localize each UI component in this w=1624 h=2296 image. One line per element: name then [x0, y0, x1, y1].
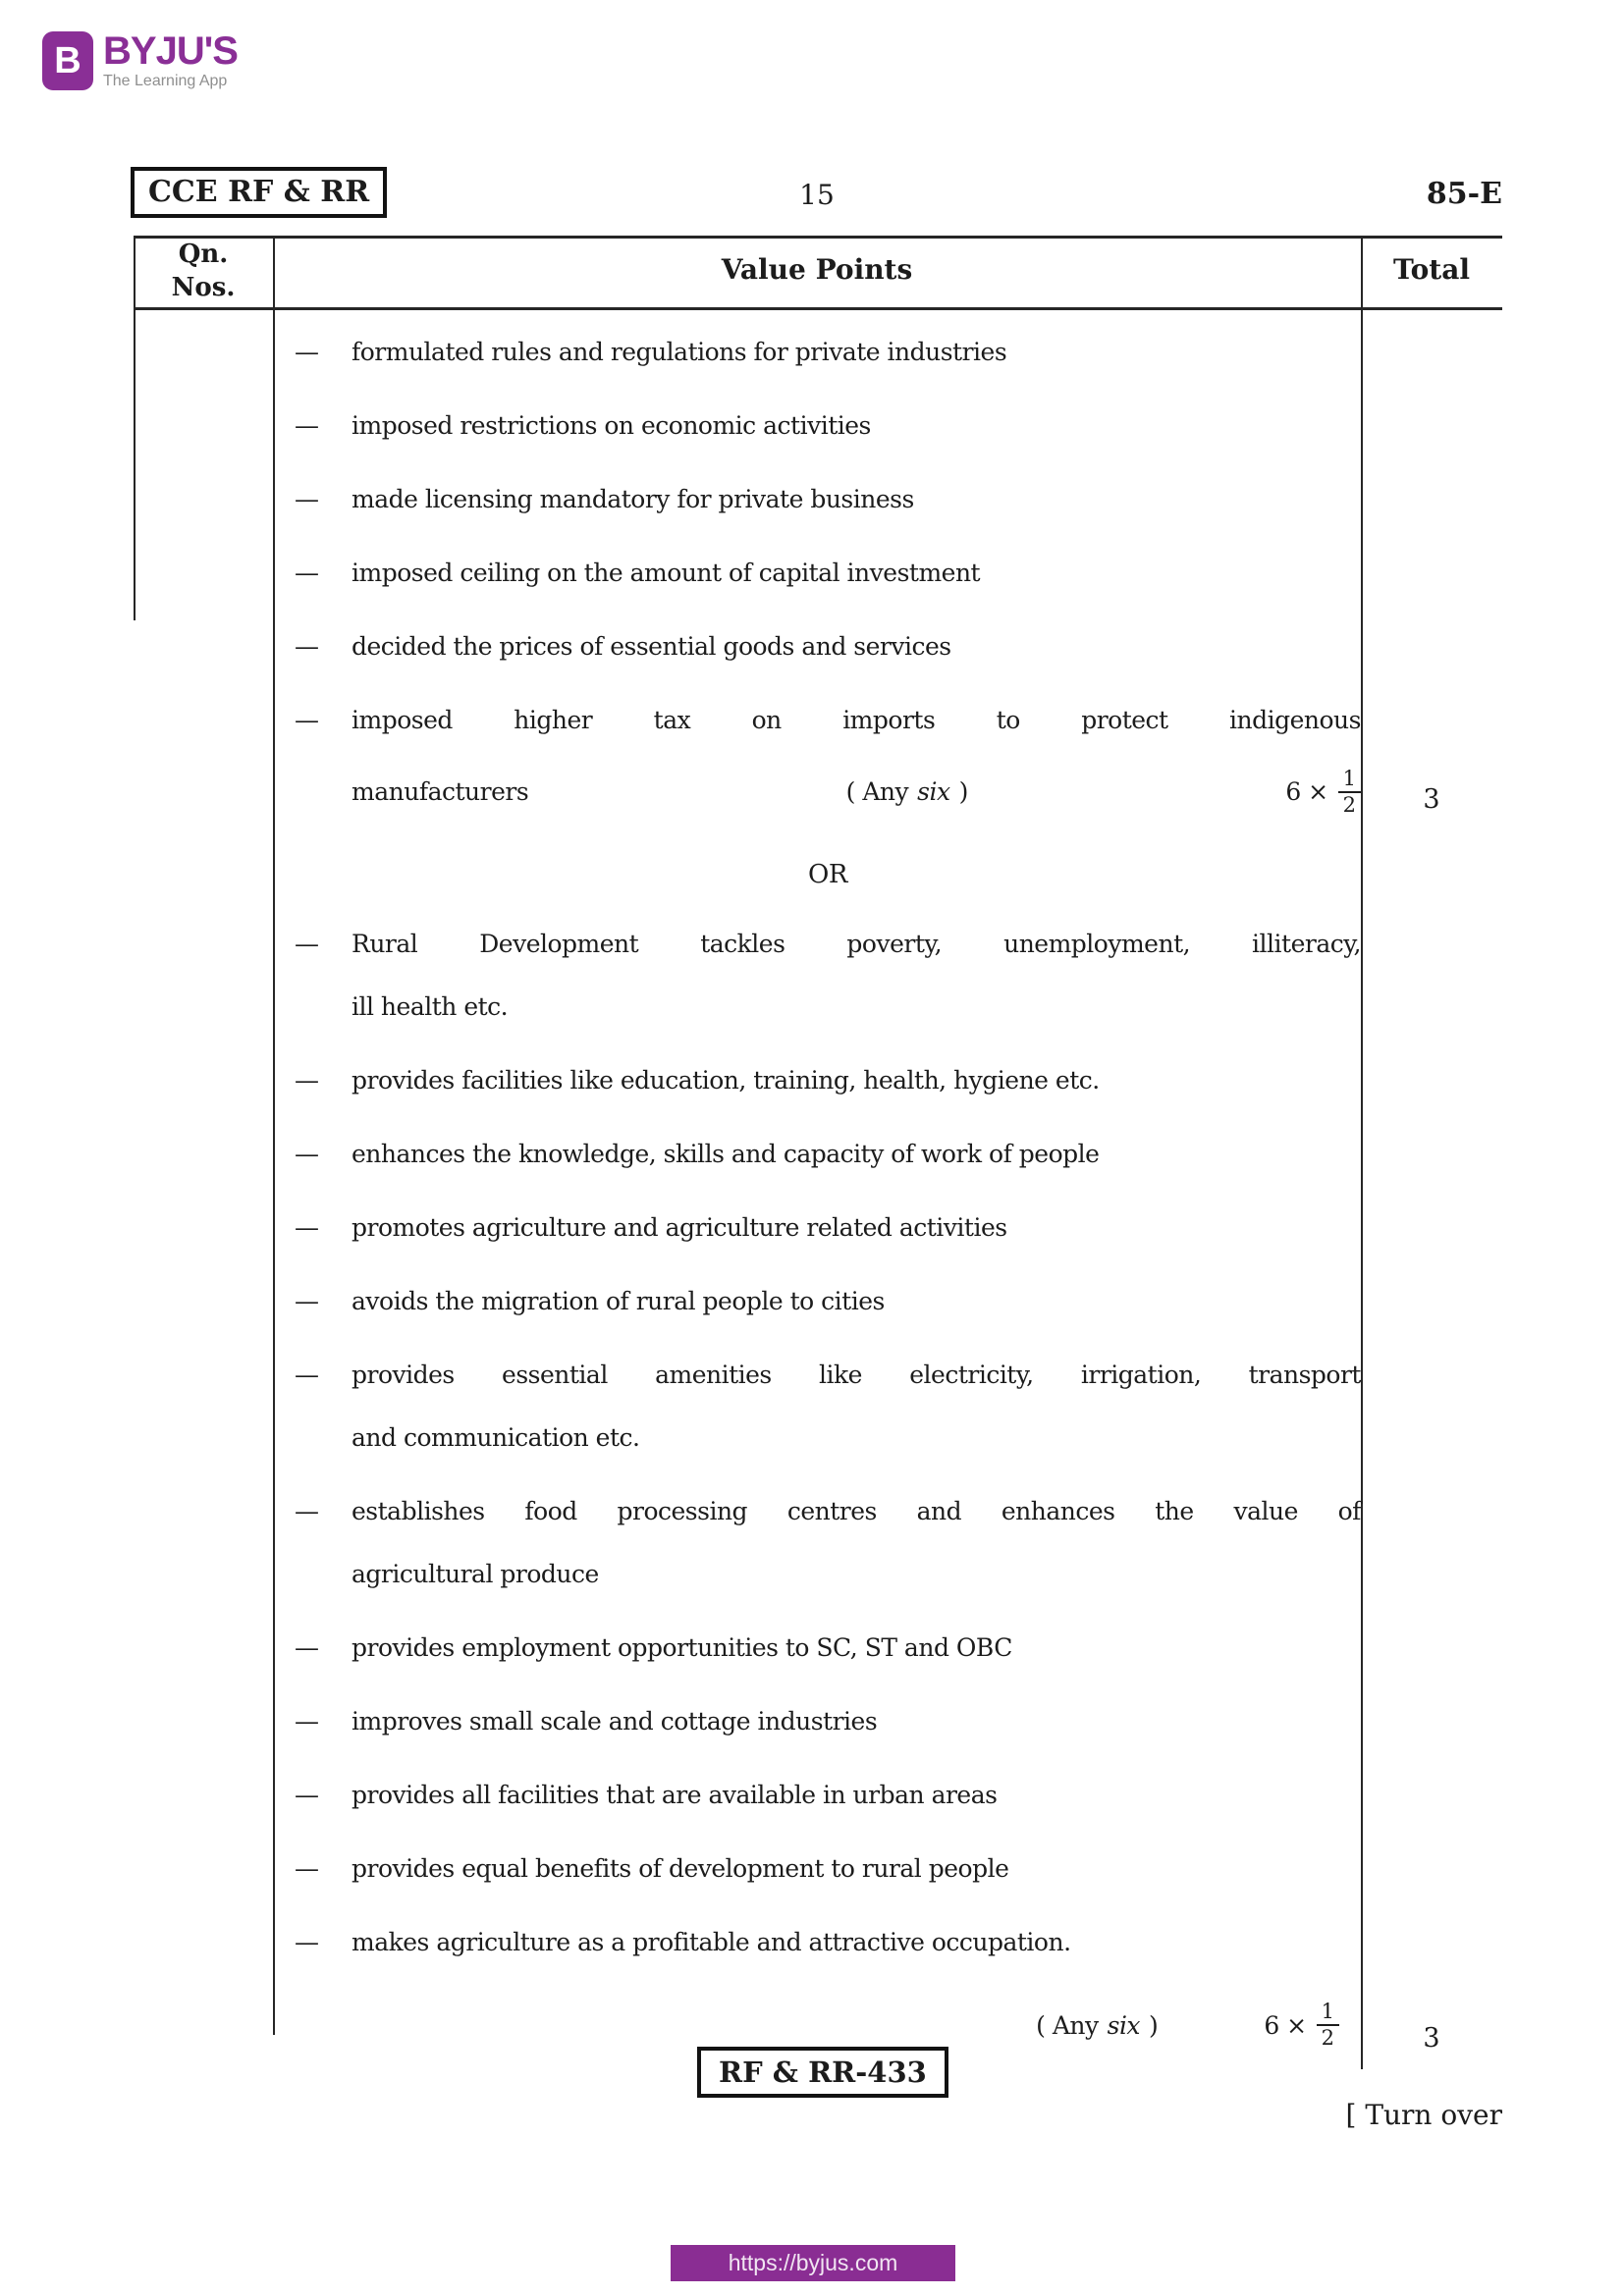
value-point: [295, 557, 1361, 590]
bullet-dash: —: [295, 1287, 319, 1315]
marks-expression: 6 × $\frac{1}{2}$: [1285, 767, 1361, 818]
value-point-text-continued: and communication etc.: [352, 1423, 640, 1452]
bullet-dash: —: [295, 1361, 319, 1389]
value-point: [295, 1926, 1361, 1959]
value-point: [295, 1359, 1361, 1455]
value-point-text: imposed restrictions on economic activities: [352, 411, 871, 440]
value-point: [295, 1779, 1361, 1812]
value-point-text: establishes food processing centres and enhances the value of: [352, 1497, 1361, 1525]
value-point-text: promotes agriculture and agriculture related activities: [352, 1213, 1007, 1242]
any-six-note: ( Any six ): [845, 777, 968, 806]
bullet-dash: —: [295, 1213, 319, 1242]
fraction-half: $\frac{1}{2}$: [1317, 2000, 1339, 2051]
value-points-header: Value Points: [721, 253, 913, 286]
value-point-text: improves small scale and cottage industries: [352, 1707, 878, 1735]
bullet-dash: —: [295, 1066, 319, 1095]
bullet-dash: —: [295, 559, 319, 587]
value-point: [295, 928, 1361, 1024]
logo-tagline: The Learning App: [103, 73, 228, 89]
qn-nos-header: [134, 238, 273, 304]
bullet-dash: —: [295, 632, 319, 661]
bullet-dash: —: [295, 930, 319, 958]
bullet-dash: —: [295, 1707, 319, 1735]
value-point-text: imposed ceiling on the amount of capital investment: [352, 559, 981, 587]
bullet-dash: —: [295, 338, 319, 366]
value-point-text: provides employment opportunities to SC, ST and OBC: [352, 1633, 1012, 1662]
qn-header-line2: Nos.: [171, 273, 236, 302]
value-point-text: decided the prices of essential goods and services: [352, 632, 951, 661]
value-point: [295, 1138, 1361, 1171]
value-point-text-continued: agricultural produce: [352, 1560, 599, 1588]
award-line: [295, 2000, 1361, 2051]
or-divider: OR: [808, 860, 847, 889]
byjus-logo: [42, 31, 238, 90]
marks-expression: 6 × $\frac{1}{2}$: [1264, 2000, 1339, 2051]
logo-text-block: [103, 31, 238, 90]
logo-b-glyph: B: [54, 39, 81, 81]
logo-wordmark: BYJU'S: [103, 29, 238, 73]
value-point-text: made licensing mandatory for private business: [352, 485, 914, 513]
bullet-dash: —: [295, 1633, 319, 1662]
bullet-dash: —: [295, 1928, 319, 1956]
value-point: [295, 1631, 1361, 1665]
value-point-text: provides equal benefits of development to rural people: [352, 1854, 1009, 1883]
page-number: 15: [799, 179, 835, 211]
value-point-text: imposed higher tax on imports to protect indigenous: [352, 706, 1361, 734]
bullet-dash: —: [295, 706, 319, 734]
total-header: Total: [1392, 253, 1470, 286]
value-point: [295, 1211, 1361, 1245]
value-point: [295, 1495, 1361, 1591]
value-point-text: provides all facilities that are available in urban areas: [352, 1781, 998, 1809]
bullet-dash: —: [295, 485, 319, 513]
value-point: [295, 1705, 1361, 1738]
bullet-dash: —: [295, 1854, 319, 1883]
total-marks-1: 3: [1423, 784, 1440, 815]
table-header-rule: [134, 307, 1502, 310]
value-point-text: enhances the knowledge, skills and capacity of work of people: [352, 1140, 1100, 1168]
value-point-text: makes agriculture as a profitable and attractive occupation.: [352, 1928, 1071, 1956]
award-line: [352, 767, 1361, 818]
bullet-dash: —: [295, 1781, 319, 1809]
any-six-note: ( Any six ): [1036, 2010, 1159, 2040]
value-point: [295, 336, 1361, 369]
value-point: [295, 1064, 1361, 1097]
bullet-dash: —: [295, 1497, 319, 1525]
bullet-dash: —: [295, 1140, 319, 1168]
value-point-text: formulated rules and regulations for private industries: [352, 338, 1007, 366]
fraction-half: $\frac{1}{2}$: [1338, 767, 1361, 818]
value-point: [295, 704, 1361, 818]
byjus-url-banner[interactable]: https://byjus.com: [671, 2245, 955, 2281]
total-marks-2: 3: [1423, 2023, 1440, 2054]
value-point-text-continued: ill health etc.: [352, 992, 509, 1021]
qn-column-rule: [273, 236, 275, 2035]
value-point-text: provides facilities like education, training, health, hygiene etc.: [352, 1066, 1100, 1095]
turn-over-note: [ Turn over: [1345, 2099, 1502, 2131]
value-point: [295, 483, 1361, 516]
value-point: [295, 1285, 1361, 1318]
exam-tag-box: CCE RF & RR: [131, 167, 387, 218]
value-point-text: Rural Development tackles poverty, unemployment, illiteracy,: [352, 930, 1361, 958]
value-point-text: avoids the migration of rural people to cities: [352, 1287, 885, 1315]
value-points-list: [295, 336, 1361, 2051]
byjus-logo-icon: [42, 31, 93, 90]
paper-ref-box: RF & RR-433: [697, 2047, 948, 2098]
table-top-rule: [134, 236, 1502, 239]
value-point-text-continued: manufacturers: [352, 777, 529, 806]
qn-header-line1: Qn.: [178, 240, 229, 269]
value-point-text: provides essential amenities like electricity, irrigation, transport: [352, 1361, 1361, 1389]
value-point: [295, 630, 1361, 664]
value-point: [295, 1852, 1361, 1886]
paper-code: 85-E: [1426, 177, 1502, 211]
bullet-dash: —: [295, 411, 319, 440]
total-column-rule: [1361, 236, 1363, 2069]
value-point: [295, 409, 1361, 443]
